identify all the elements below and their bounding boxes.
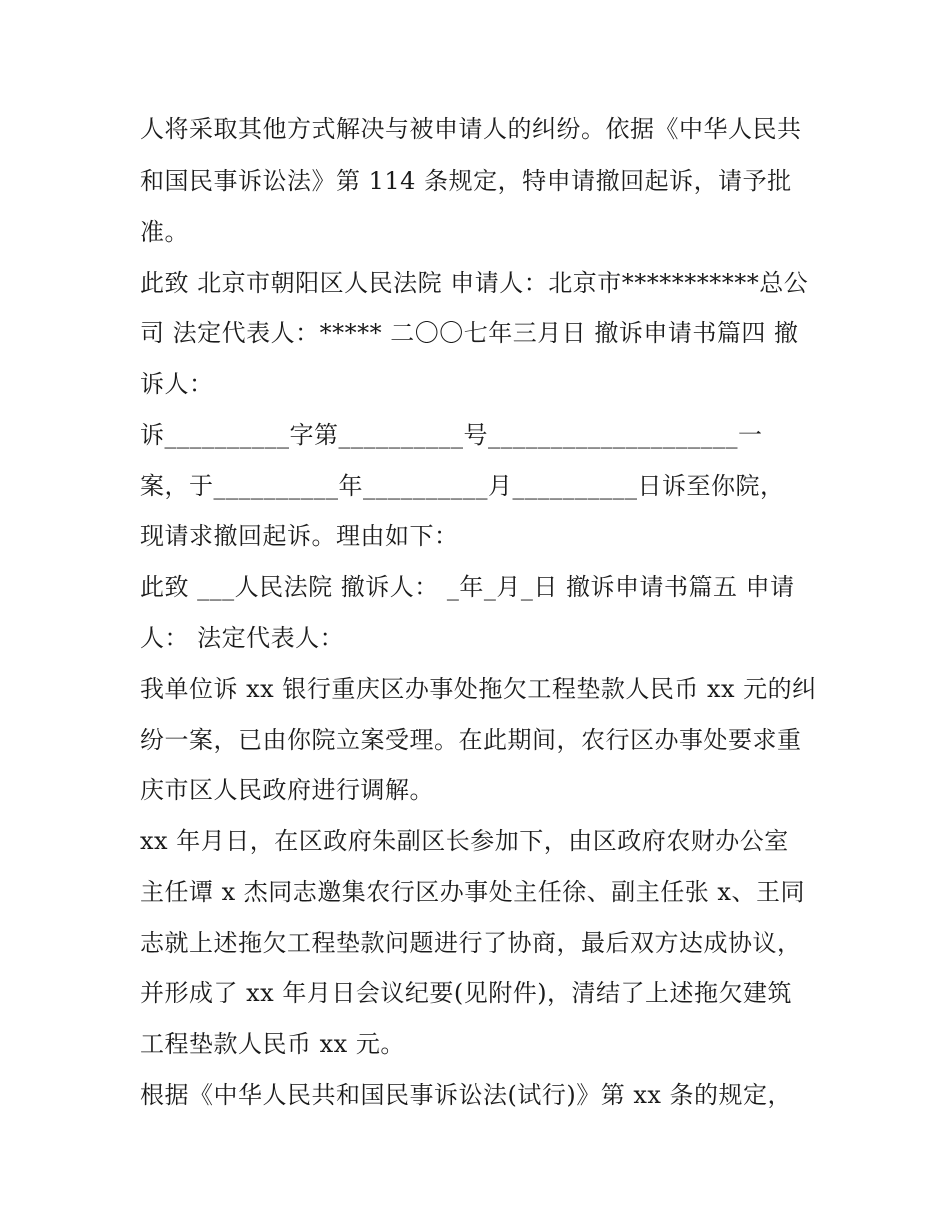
text-line-8: 案，于__________年__________月__________日诉至你院，: [140, 472, 785, 500]
text-line-7: 诉__________字第__________号____________________一: [140, 421, 763, 449]
text-line-5: 司 法定代表人：***** 二〇〇七年三月日 撤诉申请书篇四 撤: [140, 319, 799, 347]
text-line-3: 准。: [140, 218, 189, 246]
text-line-20: 根据《中华人民共和国民事诉讼法(试行)》第 xx 条的规定，: [140, 1081, 793, 1109]
text-line-11: 人： 法定代表人：: [140, 624, 345, 652]
text-line-17: 志就上述拖欠工程垫款问题进行了协商，最后双方达成协议，: [140, 929, 802, 957]
text-line-1: 人将采取其他方式解决与被申请人的纠纷。依据《中华人民共: [140, 115, 802, 143]
text-line-9: 现请求撤回起诉。理由如下：: [140, 522, 459, 550]
text-line-16: 主任谭 x 杰同志邀集农行区办事处主任徐、副主任张 x、王同: [140, 878, 805, 906]
text-line-18: 并形成了 xx 年月日会议纪要(见附件)，清结了上述拖欠建筑: [140, 979, 793, 1007]
text-line-10: 此致 ___人民法院 撤诉人： _年_月_日 撤诉申请书篇五 申请: [140, 573, 795, 601]
text-line-4: 此致 北京市朝阳区人民法院 申请人：北京市***********总公: [140, 269, 809, 297]
text-line-6: 诉人：: [140, 370, 214, 398]
text-line-13: 纷一案，已由你院立案受理。在此期间，农行区办事处要求重: [140, 726, 802, 754]
text-line-19: 工程垫款人民币 xx 元。: [140, 1030, 405, 1058]
text-line-14: 庆市区人民政府进行调解。: [140, 776, 434, 804]
text-line-12: 我单位诉 xx 银行重庆区办事处拖欠工程垫款人民币 xx 元的纠: [140, 675, 817, 703]
text-line-15: xx 年月日，在区政府朱副区长参加下，由区政府农财办公室: [140, 827, 789, 855]
text-line-2: 和国民事诉讼法》第 114 条规定，特申请撤回起诉，请予批: [140, 167, 792, 195]
